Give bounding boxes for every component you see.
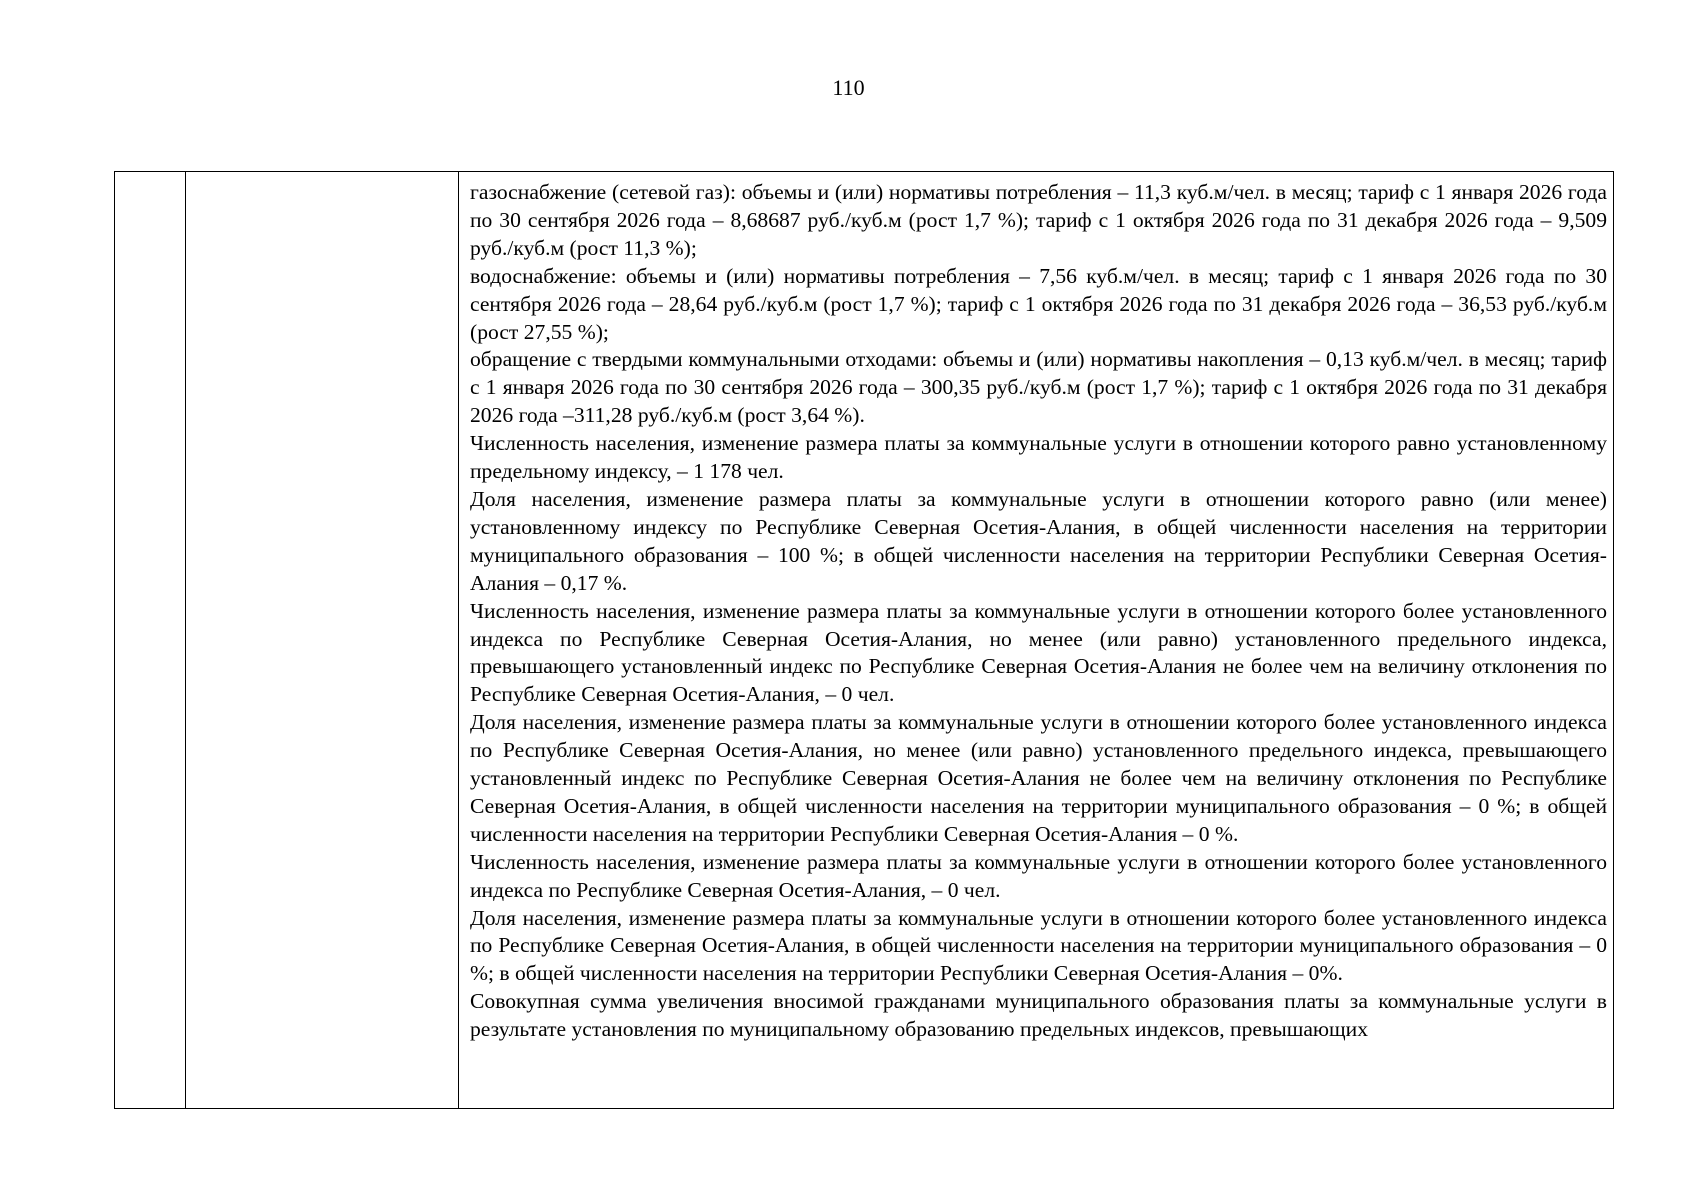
- paragraph-share-above: Доля населения, изменение размера платы за коммунальные услуги в отношении которого более установленного индекса по Республике Северная Осетия-Алания, в общей численности населения на территории муниципального образования – 0 %; в общей численности населения на территории Республики Северная Осетия-Алания – 0%.: [470, 905, 1607, 986]
- paragraph-total-increase: Совокупная сумма увеличения вносимой гражданами муниципального образования платы за коммунальные услуги в результате установления по муниципальному образованию предельных индексов, превышающих: [470, 989, 1607, 1042]
- paragraph-population-above: Численность населения, изменение размера платы за коммунальные услуги в отношении которого более установленного индекса по Республике Северная Осетия-Алания, – 0 чел.: [470, 849, 1607, 902]
- paragraph-population-above-within-deviation: Численность населения, изменение размера платы за коммунальные услуги в отношении которого более установленного индекса по Республике Северная Осетия-Алания, но менее (или равно) установленного предельного индекса, превышающего установленный индекс по Республике Северная Осетия-Алания не более чем на величину отклонения по Республике Северная Осетия-Алания, – 0 чел.: [470, 598, 1607, 707]
- paragraph-population-equal: Численность населения, изменение размера платы за коммунальные услуги в отношении которого равно установленному предельному индексу, – 1 178 чел.: [470, 431, 1607, 484]
- paragraph-share-equal: Доля населения, изменение размера платы за коммунальные услуги в отношении которого равно (или менее) установленному индексу по Республике Северная Осетия-Алания, в общей численности населения на территории муниципального образования – 100 %; в общей численности населения на территории Республики Северная Осетия-Алания – 0,17 %.: [470, 486, 1607, 595]
- paragraph-solid-waste: обращение с твердыми коммунальными отходами: объемы и (или) нормативы накопления – 0,13 куб.м/чел. в месяц; тариф с 1 января 2026 года по 30 сентября 2026 года – 300,35 руб./куб.м (рост 1,7 %); тариф с 1 октября 2026 года по 31 декабря 2026 года –311,28 руб./куб.м (рост 3,64 %).: [470, 347, 1607, 428]
- cell-text: [459, 172, 1613, 1044]
- document-table: [114, 171, 1614, 1109]
- paragraph-gas-supply: газоснабжение (сетевой газ): объемы и (или) нормативы потребления – 11,3 куб.м/чел. в месяц; тариф с 1 января 2026 года по 30 сентября 2026 года – 8,68687 руб./куб.м (рост 1,7 %); тариф с 1 октября 2026 года по 31 декабря 2026 года – 9,509 руб./куб.м (рост 11,3 %);: [470, 180, 1607, 260]
- table-cell-description: [459, 172, 1614, 1109]
- paragraph-water-supply: водоснабжение: объемы и (или) нормативы потребления – 7,56 куб.м/чел. в месяц; тариф с 1 января 2026 года по 30 сентября 2026 года – 28,64 руб./куб.м (рост 1,7 %); тариф с 1 октября 2026 года по 31 декабря 2026 года – 36,53 руб./куб.м (рост 27,55 %);: [470, 263, 1607, 344]
- paragraph-share-above-within-deviation: Доля населения, изменение размера платы за коммунальные услуги в отношении которого более установленного индекса по Республике Северная Осетия-Алания, но менее (или равно) установленного предельного индекса, превышающего установленный индекс по Республике Северная Осетия-Алания не более чем на величину отклонения по Республике Северная Осетия-Алания, в общей численности населения на территории муниципального образования – 0 %; в общей численности населения на территории Республики Северная Осетия-Алания – 0 %.: [470, 710, 1607, 846]
- table-cell-number: [115, 172, 186, 1109]
- table-row: [115, 172, 1614, 1109]
- table-cell-name: [186, 172, 459, 1109]
- page-number: 110: [832, 75, 865, 100]
